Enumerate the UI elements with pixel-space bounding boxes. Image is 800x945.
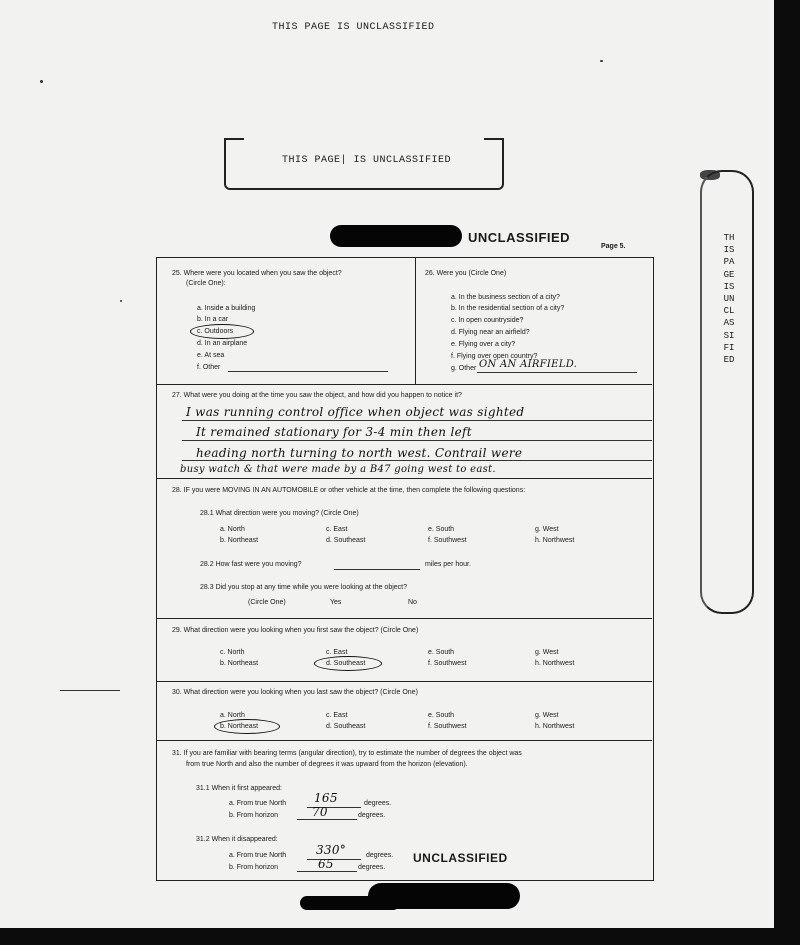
q27-handwritten-line: busy watch & that were made by a B47 going west to east. (180, 464, 496, 475)
q28-direction: h. Northwest (535, 537, 575, 544)
q25-option: a. Inside a building (197, 305, 256, 312)
q31-prompt-line2: from true North and also the number of degrees it was upward from the horizon (elevation). (186, 761, 468, 768)
q31-prompt: 31. If you are familiar with bearing terms (angular direction), try to estimate the number of degrees the object was (172, 750, 522, 757)
q31-2-north-value: 330° (316, 843, 347, 857)
q27-handwritten-line: heading north turning to north west. Contrail were (196, 446, 523, 460)
answer-line (182, 420, 652, 421)
q27-handwritten-line: I was running control office when object was sighted (186, 405, 525, 419)
q26-handwritten-answer: ON AN AIRFIELD. (479, 359, 578, 370)
degrees-label: degrees. (358, 864, 386, 871)
q30-direction: h. Northwest (535, 723, 575, 730)
side-classification-text: THIS PAGE IS UNCLASSIFIED (723, 233, 735, 366)
q31-2-horizon-value: 65 (318, 857, 334, 871)
q25-option: b. In a car (197, 316, 229, 323)
blank-line (297, 871, 357, 872)
q29-direction: b. Northeast (220, 660, 259, 667)
answer-circle (314, 656, 382, 671)
q27-handwritten-line: It remained stationary for 3-4 min then left (196, 425, 472, 439)
q28-direction: a. North (220, 526, 245, 533)
q29-direction: f. Southwest (428, 660, 467, 667)
q28-direction: g. West (535, 526, 559, 533)
q28-direction: e. South (428, 526, 455, 533)
q28-direction: c. East (326, 526, 348, 533)
blank-line (307, 859, 361, 860)
q26-option: b. In the residential section of a city? (451, 305, 565, 312)
q29-direction: e. South (428, 649, 455, 656)
q28-direction: f. Southwest (428, 537, 467, 544)
q28-direction: d. Southeast (326, 537, 366, 544)
scan-speck (600, 60, 603, 62)
scan-border-bottom (0, 928, 800, 945)
q28-3-no: No (408, 599, 417, 606)
q31-2-horizon-label: b. From horizon (229, 864, 279, 871)
q29-direction-selected: d. Southeast (326, 660, 366, 667)
page-number: Page 5. (601, 243, 626, 250)
header-classification: UNCLASSIFIED (468, 230, 571, 245)
redaction-bar-top (330, 225, 462, 247)
q28-1-prompt: 28.1 What direction were you moving? (Circle One) (200, 510, 359, 517)
row-divider (156, 740, 652, 741)
q28-3-circle: (Circle One) (248, 599, 286, 606)
q25-prompt-circle: (Circle One): (186, 280, 226, 287)
q28-direction: b. Northeast (220, 537, 259, 544)
q26-option: a. In the business section of a city? (451, 294, 560, 301)
top-classification-banner: THIS PAGE IS UNCLASSIFIED (272, 22, 435, 33)
scan-streak (60, 690, 120, 691)
degrees-label: degrees. (366, 852, 394, 859)
blank-line (477, 372, 637, 373)
q29-direction: h. Northwest (535, 660, 575, 667)
row-divider (156, 618, 652, 619)
degrees-label: degrees. (364, 800, 392, 807)
degrees-label: degrees. (358, 812, 386, 819)
q28-2-prompt: 28.2 How fast were you moving? (200, 561, 302, 568)
q26-option: g. Other (451, 365, 477, 372)
q25-prompt: 25. Where were you located when you saw the object? (172, 270, 342, 277)
q25-option: d. In an airplane (197, 340, 248, 347)
q30-direction: d. Southeast (326, 723, 366, 730)
q26-option: d. Flying near an airfield? (451, 329, 530, 336)
row-divider (156, 681, 652, 682)
q26-option: f. Flying over open country? (451, 353, 538, 360)
q31-1-horizon-label: b. From horizon (229, 812, 279, 819)
q25-option: e. At sea (197, 352, 225, 359)
q26-prompt: 26. Were you (Circle One) (425, 270, 507, 277)
redaction-bar-bottom (300, 896, 400, 910)
answer-line (182, 440, 652, 441)
q28-2-unit: miles per hour. (425, 561, 471, 568)
q31-1-horizon-value: 70 (312, 805, 328, 819)
q31-1-label: 31.1 When it first appeared: (196, 785, 282, 792)
row-divider (156, 384, 652, 385)
blank-line (334, 569, 420, 570)
footer-classification: UNCLASSIFIED (413, 851, 508, 865)
q30-direction: a. North (220, 712, 245, 719)
q29-direction: c. East (326, 649, 348, 656)
blank-line (297, 819, 357, 820)
answer-line (182, 460, 652, 461)
q29-prompt: 29. What direction were you looking when you first saw the object? (Circle One) (172, 627, 419, 634)
q28-prompt: 28. IF you were MOVING IN AN AUTOMOBILE or other vehicle at the time, then complete the following questions: (172, 487, 526, 494)
q30-direction: f. Southwest (428, 723, 467, 730)
q31-2-north-label: a. From true North (229, 852, 287, 859)
q30-direction: c. East (326, 712, 348, 719)
q30-direction: e. South (428, 712, 455, 719)
blank-line (228, 371, 388, 372)
column-divider (415, 258, 416, 384)
q28-3-yes: Yes (330, 599, 342, 606)
q31-1-north-label: a. From true North (229, 800, 287, 807)
q29-direction: g. West (535, 649, 559, 656)
classification-stamp: THIS PAGE| IS UNCLASSIFIED (282, 155, 452, 166)
q25-option-selected: c. Outdoors (197, 328, 234, 335)
row-divider (156, 478, 652, 479)
q26-option: e. Flying over a city? (451, 341, 516, 348)
q29-direction: c. North (220, 649, 245, 656)
q27-prompt: 27. What were you doing at the time you saw the object, and how did you happen to notice it? (172, 392, 462, 399)
q31-2-label: 31.2 When it disappeared: (196, 836, 278, 843)
answer-circle (190, 324, 254, 339)
q30-direction-selected: b. Northeast (220, 723, 259, 730)
q25-option: f. Other (197, 364, 221, 371)
scan-speck (40, 80, 43, 83)
scan-border-right (774, 0, 800, 945)
answer-circle (214, 719, 280, 734)
q28-3-prompt: 28.3 Did you stop at any time while you were looking at the object? (200, 584, 408, 591)
scan-speck (120, 300, 122, 302)
q31-1-north-value: 165 (314, 791, 338, 805)
q30-direction: g. West (535, 712, 559, 719)
q26-option: c. In open countryside? (451, 317, 524, 324)
q30-prompt: 30. What direction were you looking when you last saw the object? (Circle One) (172, 689, 418, 696)
